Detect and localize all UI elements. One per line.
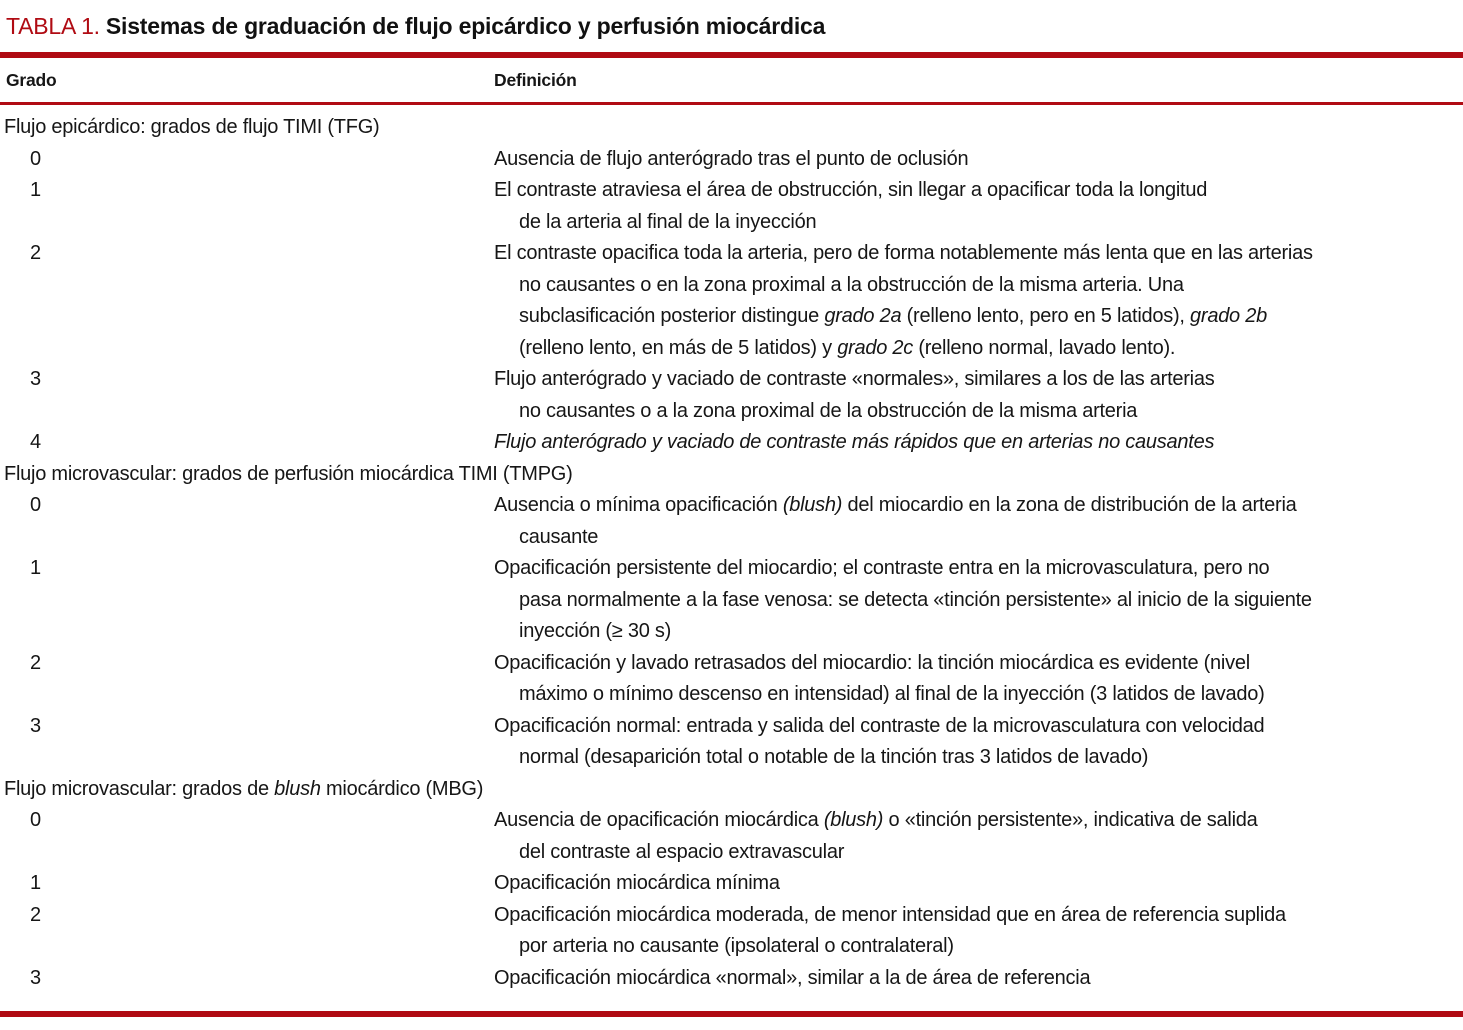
table-row [0,427,1463,459]
grade-cell: 0 [30,494,41,516]
grade-cell: 1 [30,557,41,579]
grade-cell: 2 [30,651,41,674]
text-segment: Ausencia de flujo anterógrado tras el punto de oclusión [494,147,969,170]
grade-cell: 3 [30,368,41,390]
grade-cell: 1 [30,179,41,201]
grade-cell: 2 [30,903,41,926]
text-segment: causante [519,525,599,548]
definition-cell [494,900,1463,963]
table-row [0,648,1463,711]
definition-line [494,522,1459,554]
text-segment: Ausencia de opacificación miocárdica [494,809,824,831]
text-segment: del contraste al espacio extravascular [519,840,845,863]
text-segment: subclasificación posterior distingue [519,305,825,327]
grade-cell: 1 [30,872,41,894]
grade-cell: 0 [30,147,41,170]
definition-line [494,175,1459,207]
definition-line [494,616,1459,648]
definition-cell [494,648,1463,711]
definition-cell [494,144,1463,176]
text-segment: Flujo microvascular: grados de perfusión miocárdica TIMI (TMPG) [4,462,573,485]
grade-cell: 4 [30,431,41,453]
definition-line [494,207,1459,239]
definition-cell [494,175,1463,238]
definition-cell [494,490,1463,553]
text-segment: Flujo epicárdico: grados de flujo TIMI (TFG) [4,116,380,138]
italic-text-segment: (blush) [782,494,843,516]
table-row [0,553,1463,648]
table-row [0,238,1463,364]
grade-cell: 2 [30,242,41,264]
table-row [0,175,1463,238]
definition-line [494,553,1459,585]
bottom-rule [0,1011,1463,1017]
definition-line [494,931,1459,963]
definition-line [494,900,1459,932]
text-segment: (relleno lento, pero en 5 latidos), [901,305,1191,327]
definition-line [494,270,1459,302]
definition-cell [494,805,1463,868]
italic-text-segment: (blush) [823,809,884,831]
definition-line [494,837,1459,869]
definition-cell [494,364,1463,427]
text-segment: Opacificación y lavado retrasados del miocardio: la tinción miocárdica es evidente (nivel [494,651,1250,674]
top-rule [0,52,1463,58]
text-segment: Opacificación miocárdica mínima [494,872,780,894]
grade-cell: 3 [30,714,41,737]
text-segment: Opacificación persistente del miocardio; el contraste entra en la microvasculatura, pero no [494,557,1270,579]
text-segment: o «tinción persistente», indicativa de salida [883,809,1258,831]
table-row [0,900,1463,963]
definition-cell [494,868,1463,900]
text-segment: Opacificación miocárdica moderada, de menor intensidad que en área de referencia suplida [494,903,1286,926]
text-segment: miocárdico (MBG) [320,777,484,800]
column-header-definicion: Definición [494,70,577,90]
table-row [0,144,1463,176]
definition-line [494,742,1459,774]
italic-text-segment: Flujo anterógrado y vaciado de contraste más rápidos que en arterias no causantes [494,431,1215,453]
text-segment: normal (desaparición total o notable de la tinción tras 3 latidos de lavado) [519,746,1149,768]
definition-cell [494,553,1463,648]
section-header [0,774,1463,806]
table-row [0,963,1463,995]
table-body [0,105,1463,994]
table-row [0,364,1463,427]
italic-text-segment: blush [274,777,321,800]
text-segment: pasa normalmente a la fase venosa: se detecta «tinción persistente» al inicio de la siguiente [519,588,1312,611]
definition-line [494,868,1459,900]
text-segment: Opacificación normal: entrada y salida del contraste de la microvasculatura con velocidad [494,714,1265,737]
section-header [0,459,1463,491]
definition-line [494,238,1459,270]
grade-cell: 0 [30,809,41,831]
text-segment: Flujo anterógrado y vaciado de contraste «normales», similares a los de las arterias [494,368,1215,390]
table-row [0,805,1463,868]
text-segment: inyección (≥ 30 s) [519,620,672,642]
table-title [0,0,1463,40]
text-segment: (relleno normal, lavado lento). [913,336,1176,359]
text-segment: no causantes o en la zona proximal a la obstrucción de la misma arteria. Una [519,273,1184,296]
text-segment: máximo o mínimo descenso en intensidad) al final de la inyección (3 latidos de lavado) [519,683,1265,705]
italic-text-segment: grado 2a [824,305,902,327]
definition-line [494,490,1459,522]
table-row [0,490,1463,553]
definition-line [494,301,1459,333]
text-segment: Flujo microvascular: grados de [4,777,275,800]
definition-line [494,396,1459,428]
text-segment: Opacificación miocárdica «normal», similar a la de área de referencia [494,966,1091,989]
definition-line [494,679,1459,711]
text-segment: Ausencia o mínima opacificación [494,494,783,516]
text-segment: no causantes o a la zona proximal de la obstrucción de la misma arteria [519,399,1138,422]
grade-cell: 3 [30,966,41,989]
definition-cell [494,963,1463,995]
definition-line [494,711,1459,743]
table-caption: Sistemas de graduación de flujo epicárdico y perfusión miocárdica [105,13,826,39]
text-segment: de la arteria al final de la inyección [519,210,817,233]
definition-line [494,427,1459,459]
definition-line [494,963,1459,995]
section-header [0,112,1463,144]
text-segment: por arteria no causante (ipsolateral o contralateral) [519,935,954,957]
column-header-grado: Grado [6,70,57,90]
italic-text-segment: grado 2c [837,336,914,359]
definition-line [494,364,1459,396]
definition-line [494,805,1459,837]
table-row [0,711,1463,774]
definition-cell [494,238,1463,364]
table-row [0,868,1463,900]
text-segment: El contraste opacifica toda la arteria, pero de forma notablemente más lenta que en las arterias [494,242,1313,264]
text-segment: del miocardio en la zona de distribución de la arteria [842,494,1297,516]
text-segment: El contraste atraviesa el área de obstrucción, sin llegar a opacificar toda la longitud [494,179,1208,201]
definition-line [494,648,1459,680]
definition-cell [494,711,1463,774]
column-header-row [0,68,1463,92]
definition-line [494,585,1459,617]
definition-cell [494,427,1463,459]
italic-text-segment: grado 2b [1190,305,1267,327]
definition-line [494,144,1459,176]
text-segment: (relleno lento, en más de 5 latidos) y [519,336,838,359]
definition-line [494,333,1459,365]
table-number-label: TABLA 1. [6,13,100,39]
